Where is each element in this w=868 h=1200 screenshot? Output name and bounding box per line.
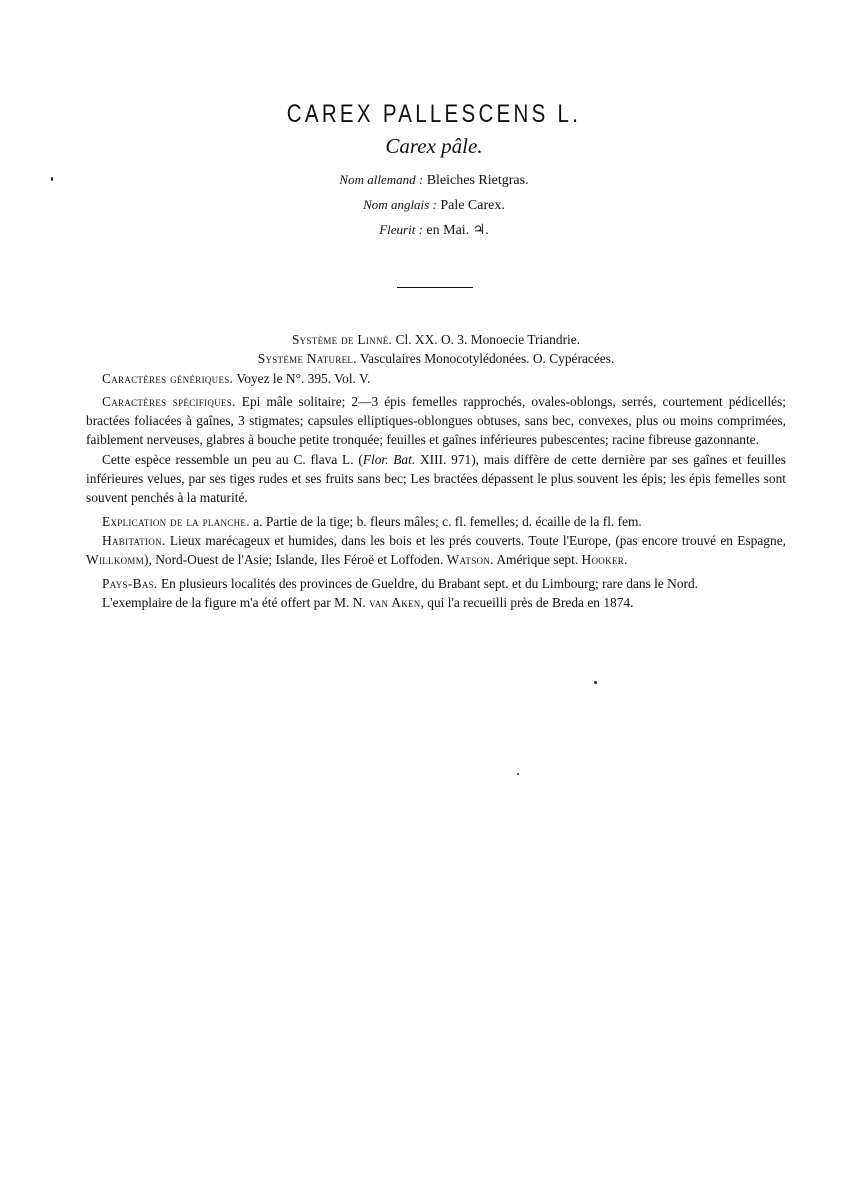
generic-label: Caractères génériques. bbox=[102, 370, 234, 386]
natural-text: Vasculaires Monocotylédonées. O. Cypéracées. bbox=[359, 351, 615, 367]
comparison-paragraph bbox=[86, 450, 786, 508]
german-name-line bbox=[0, 172, 868, 189]
english-name-value: Pale Carex. bbox=[440, 198, 505, 213]
natural-label: Système Naturel. bbox=[257, 351, 357, 367]
german-name-label: Nom allemand : bbox=[339, 172, 424, 187]
german-name-value: Bleiches Rietgras. bbox=[426, 173, 529, 188]
specimen-text-end: , qui l'a recueilli près de Breda en 1874. bbox=[420, 594, 634, 610]
natural-system-line bbox=[86, 349, 786, 368]
specimen-paragraph bbox=[86, 593, 786, 612]
english-name-line bbox=[0, 197, 868, 214]
flowering-line bbox=[0, 222, 868, 239]
habitat-text-1: Lieux marécageux et humides, dans les bois et les prés couverts. Toute l'Europe, (pas encore trouvé en Espagne, bbox=[169, 532, 786, 548]
specific-text: Epi mâle solitaire; 2—3 épis femelles rapprochés, ovales-oblongs, serrés, courtement pédicellés; bractées foliacées à gaînes, 3 stigmates; capsules elliptiques-oblongues obtuses, sans bec, convexes, plus ou moins comprimées, faiblement nerveuses, glabres à bouche petite tronquée; feuilles et gaînes inférieures pubescentes; racine fibreuse gazonnante. bbox=[86, 393, 786, 448]
generic-characters-line bbox=[86, 369, 786, 388]
ink-speck bbox=[51, 177, 53, 181]
ink-speck bbox=[517, 773, 519, 775]
page-title: CAREX PALLESCENS L. bbox=[286, 100, 582, 128]
plate-explanation-line bbox=[86, 512, 786, 531]
explanation-label: Explication de la planche. bbox=[102, 513, 250, 529]
netherlands-label: Pays-Bas. bbox=[102, 575, 158, 591]
habitat-paragraph bbox=[86, 531, 786, 570]
linne-label: Système de Linné. bbox=[291, 332, 393, 347]
page-subtitle: Carex pâle. bbox=[385, 134, 483, 158]
habitat-text-3: Amérique sept. bbox=[493, 552, 582, 568]
netherlands-paragraph bbox=[86, 574, 786, 593]
explanation-text: a. Partie de la tige; b. fleurs mâles; c. fl. femelles; d. écaille de la fl. fem. bbox=[253, 513, 642, 529]
ink-speck bbox=[594, 681, 597, 684]
comparison-text-start: Cette espèce ressemble un peu au C. flava L. ( bbox=[102, 451, 363, 467]
generic-text: Voyez le N°. 395. Vol. V. bbox=[236, 370, 371, 386]
english-name-label: Nom anglais : bbox=[363, 197, 437, 212]
specimen-text-start: L'exemplaire de la figure m'a été offert par M. N. bbox=[102, 594, 370, 610]
specific-characters-paragraph bbox=[86, 392, 786, 450]
netherlands-text: En plusieurs localités des provinces de Gueldre, du Brabant sept. et du Limbourg; rare dans le Nord. bbox=[160, 575, 699, 591]
linne-text: Cl. XX. O. 3. Monoecie Triandrie. bbox=[395, 332, 581, 347]
habitat-label: Habitation. bbox=[102, 532, 166, 548]
flowering-value: en Mai. ♃. bbox=[426, 223, 489, 238]
habitat-author-hooker: Hooker. bbox=[581, 552, 628, 568]
habitat-author-willkomm: Willkomm bbox=[86, 552, 145, 568]
linne-system-line bbox=[86, 330, 786, 349]
comparison-reference: Flor. Bat. bbox=[362, 451, 416, 467]
specimen-donor-name: van Aken bbox=[369, 594, 421, 610]
description-body bbox=[86, 330, 786, 612]
flowering-label: Fleurit : bbox=[379, 222, 423, 237]
section-divider bbox=[397, 287, 473, 288]
specific-label: Caractères spécifiques. bbox=[102, 393, 236, 409]
comparison-text-end: XIII. 971), mais diffère de cette dernière par ses gaînes et feuilles inférieures velues, par ses tiges rudes et ses fruits sans bec; Les bractées dépassent le plus souvent les épis; les épis femelles sont souvent penchés à la maturité. bbox=[86, 451, 786, 506]
habitat-author-watson: Watson. bbox=[446, 552, 494, 568]
habitat-text-2: ), Nord-Ouest de l'Asie; Islande, Iles Féroë et Loffoden. bbox=[144, 552, 447, 568]
